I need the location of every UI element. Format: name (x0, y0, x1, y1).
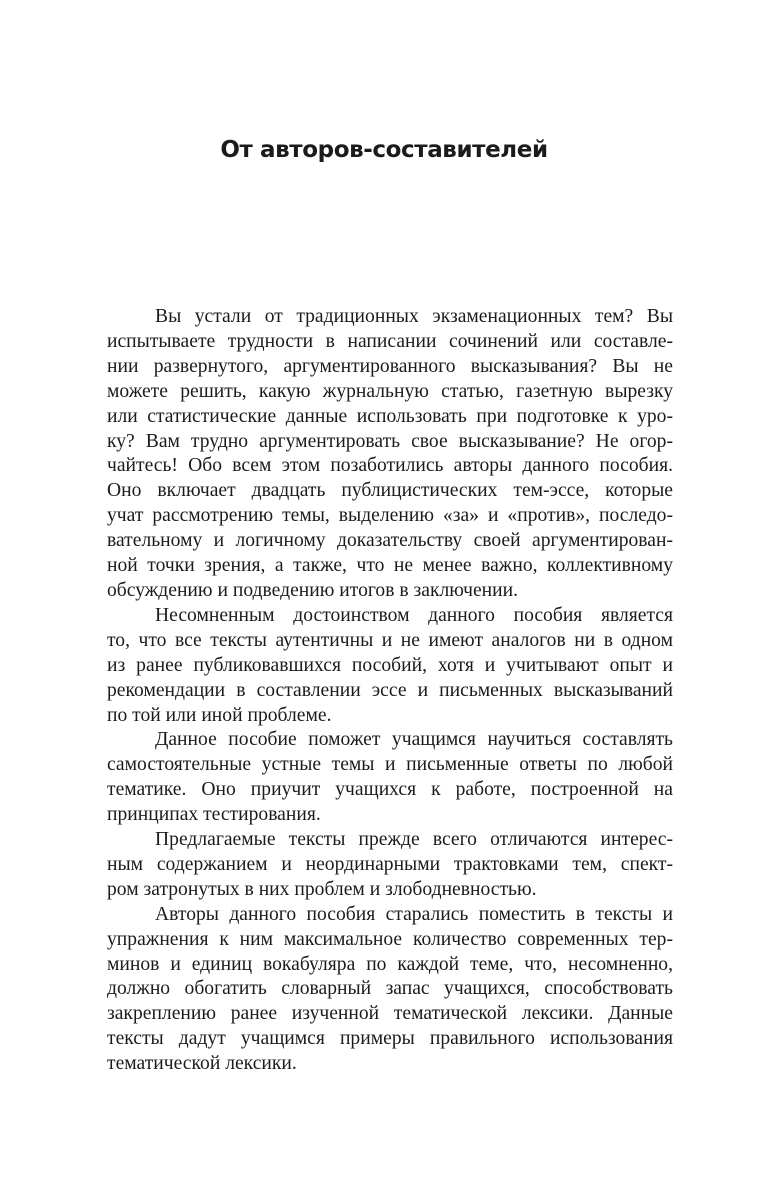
text-line: или статистические данные использовать при подготовке к уро- (107, 405, 673, 427)
page-title: От авторов-составителей (220, 137, 548, 163)
text-line: самостоятельные устные темы и письменные ответы по любой (107, 754, 673, 776)
text-line: Вы устали от традиционных экзаменационных тем? Вы (155, 306, 673, 327)
text-line: Предлагаемые тексты прежде всего отличаются интерес- (155, 829, 673, 851)
text-line: рекомендации в составлении эссе и письменных высказываний (107, 679, 673, 701)
text-line: принципах тестирования. (107, 804, 321, 826)
text-line: ным содержанием и неординарными трактовками тем, спект- (107, 853, 673, 875)
text-line: Авторы данного пособия старались поместить в тексты и (155, 903, 673, 925)
text-line: то, что все тексты аутентичны и не имеют аналогов ни в одном (107, 629, 673, 651)
text-line: нии развернутого, аргументированного высказывания? Вы не (107, 355, 673, 377)
text-line: ром затронутых в них проблем и злободневностью. (107, 878, 537, 900)
text-line: упражнения к ним максимальное количество современных тер- (107, 928, 673, 950)
paragraph (107, 604, 673, 729)
text-line: вательному и логичному доказательству своей аргументирован- (107, 530, 673, 552)
text-line: Оно включает двадцать публицистических тем-эссе, которые (107, 480, 673, 502)
text-line: минов и единиц вокабуляра по каждой теме, что, несомненно, (107, 953, 673, 975)
text-line: тематической лексики. (107, 1053, 297, 1075)
text-line: можете решить, какую журнальную статью, газетную вырезку (107, 380, 673, 402)
text-line: Несомненным достоинством данного пособия является (155, 604, 673, 626)
text-line: чайтесь! Обо всем этом позаботились авторы данного пособия. (107, 455, 673, 477)
text-line: по той или иной проблеме. (107, 704, 332, 726)
text-line: обсуждению и подведению итогов в заключении. (107, 579, 519, 601)
paragraph (107, 305, 673, 604)
paragraph (107, 828, 673, 903)
text-line: Данное пособие поможет учащимся научиться составлять (155, 729, 673, 751)
text-line: испытываете трудности в написании сочинений или составле- (107, 330, 673, 352)
body-text (107, 305, 673, 1077)
text-line: закреплению ранее изученной тематической лексики. Данные (107, 1003, 673, 1025)
text-line: тематике. Оно приучит учащихся к работе, построенной на (107, 779, 673, 801)
text-line: тексты дадут учащимся примеры правильного использования (107, 1028, 673, 1050)
text-line: ку? Вам трудно аргументировать свое высказывание? Не огор- (107, 430, 673, 452)
text-line: из ранее публиковавшихся пособий, хотя и учитывают опыт и (107, 654, 673, 676)
paragraph (107, 728, 673, 828)
text-line: должно обогатить словарный запас учащихся, способствовать (107, 978, 673, 1000)
paragraph (107, 903, 673, 1077)
text-line: учат рассмотрению темы, выделению «за» и «против», последо- (107, 505, 673, 527)
text-line: ной точки зрения, а также, что не менее важно, коллективному (107, 555, 673, 577)
